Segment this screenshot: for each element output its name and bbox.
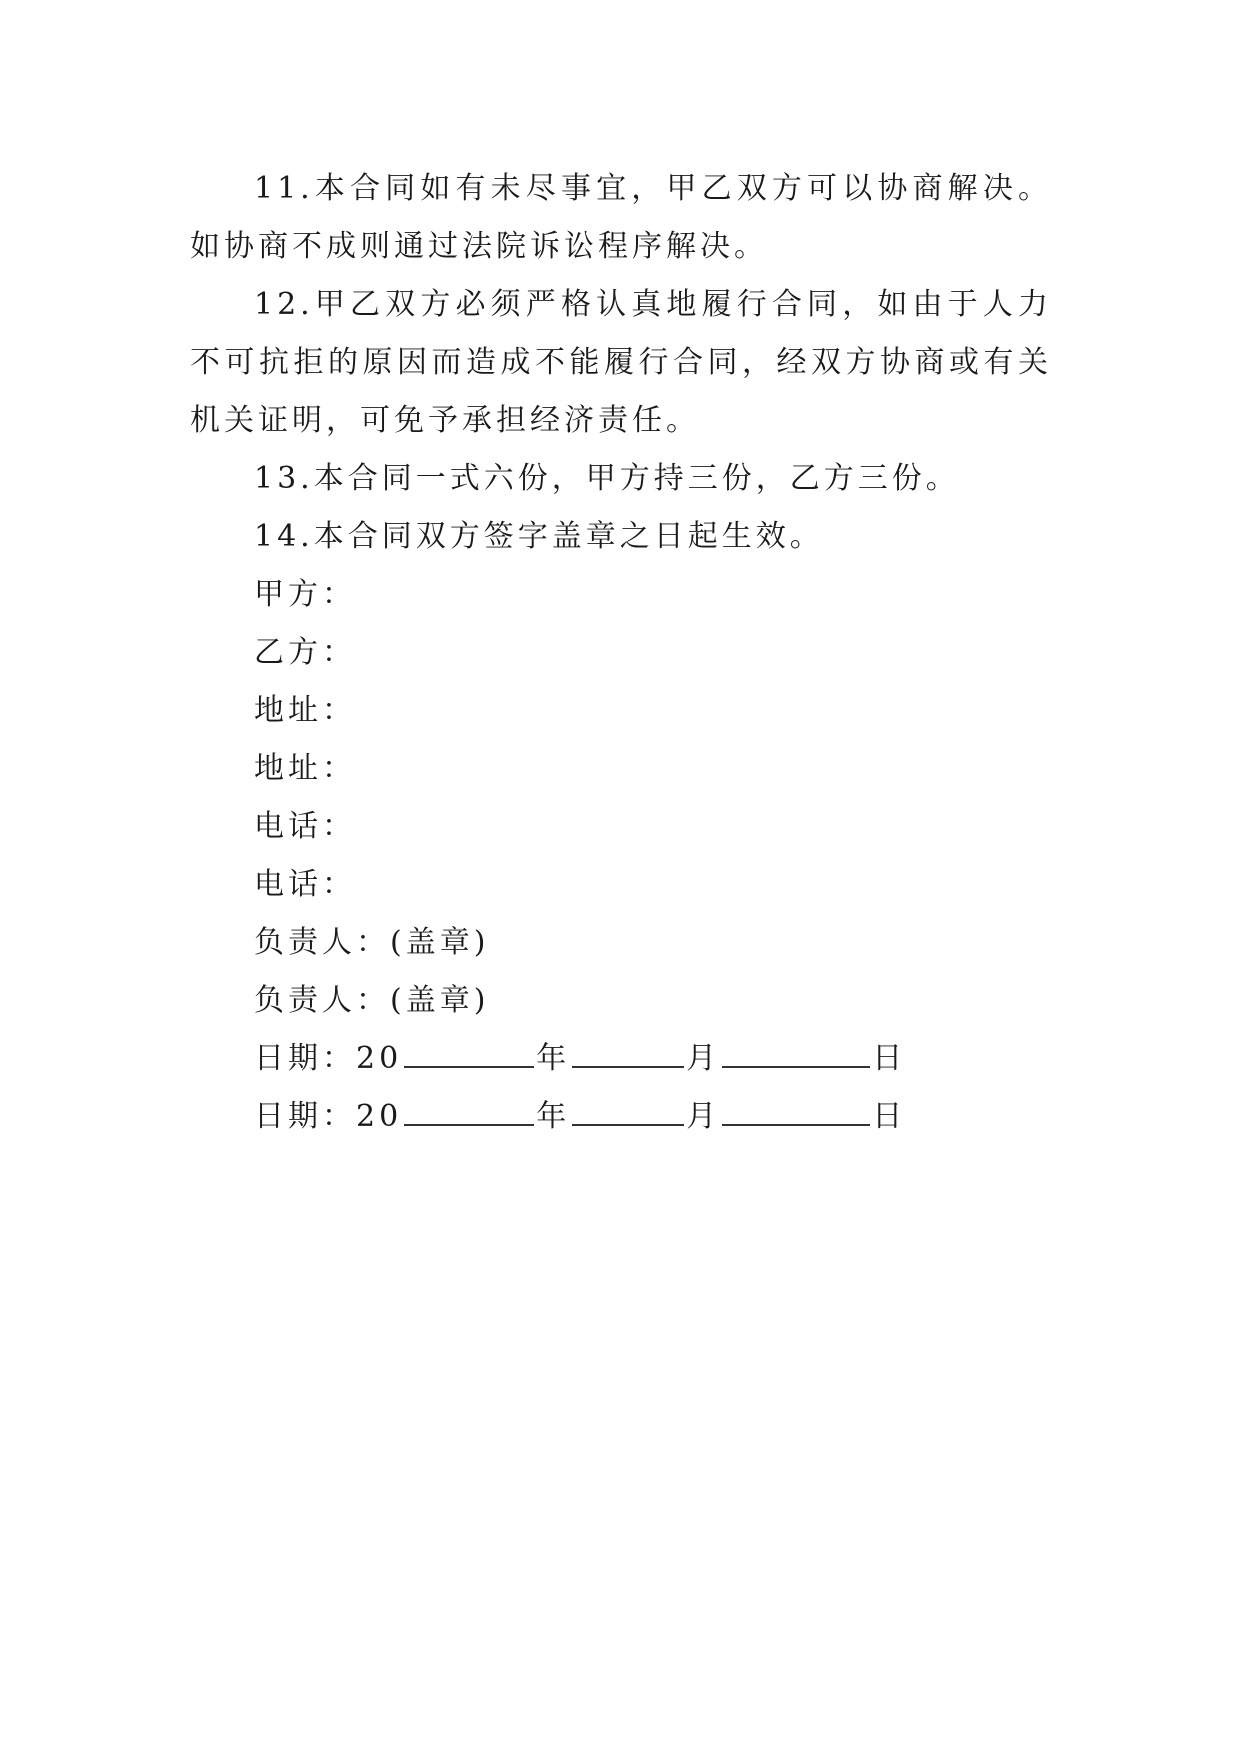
phone-b-label: 电话： <box>254 867 356 902</box>
year-label: 年 <box>536 1099 571 1134</box>
month-label: 月 <box>686 1041 721 1076</box>
year-blank <box>404 1042 534 1068</box>
date-line-a <box>190 1030 1052 1088</box>
address-b-label: 地址： <box>254 751 356 786</box>
party-b-label: 乙方： <box>254 635 356 670</box>
date-prefix: 日期：20 <box>254 1099 403 1134</box>
year-label: 年 <box>536 1041 571 1076</box>
month-label: 月 <box>686 1099 721 1134</box>
party-a-label: 甲方： <box>254 577 356 612</box>
month-blank <box>572 1042 684 1068</box>
month-blank <box>572 1100 684 1126</box>
clause-14: 14.本合同双方签字盖章之日起生效。 <box>254 519 824 554</box>
date-prefix: 日期：20 <box>254 1041 403 1076</box>
year-blank <box>404 1100 534 1126</box>
day-label: 日 <box>872 1041 907 1076</box>
date-line-b <box>190 1088 1052 1146</box>
day-blank <box>722 1100 870 1126</box>
clause-13: 13.本合同一式六份，甲方持三份，乙方三份。 <box>254 461 960 496</box>
representative-b-label: 负责人：(盖章) <box>254 983 490 1018</box>
representative-a-label: 负责人：(盖章) <box>254 925 490 960</box>
day-blank <box>722 1042 870 1068</box>
address-a-label: 地址： <box>254 693 356 728</box>
contract-body <box>190 160 1052 1146</box>
phone-a-label: 电话： <box>254 809 356 844</box>
clause-12: 12.甲乙双方必须严格认真地履行合同，如由于人力不可抗拒的原因而造成不能履行合同，经双方协商或有关机关证明，可免予承担经济责任。 <box>190 287 1052 438</box>
day-label: 日 <box>872 1099 907 1134</box>
clause-11: 11.本合同如有未尽事宜，甲乙双方可以协商解决。如协商不成则通过法院诉讼程序解决。 <box>190 171 1052 264</box>
